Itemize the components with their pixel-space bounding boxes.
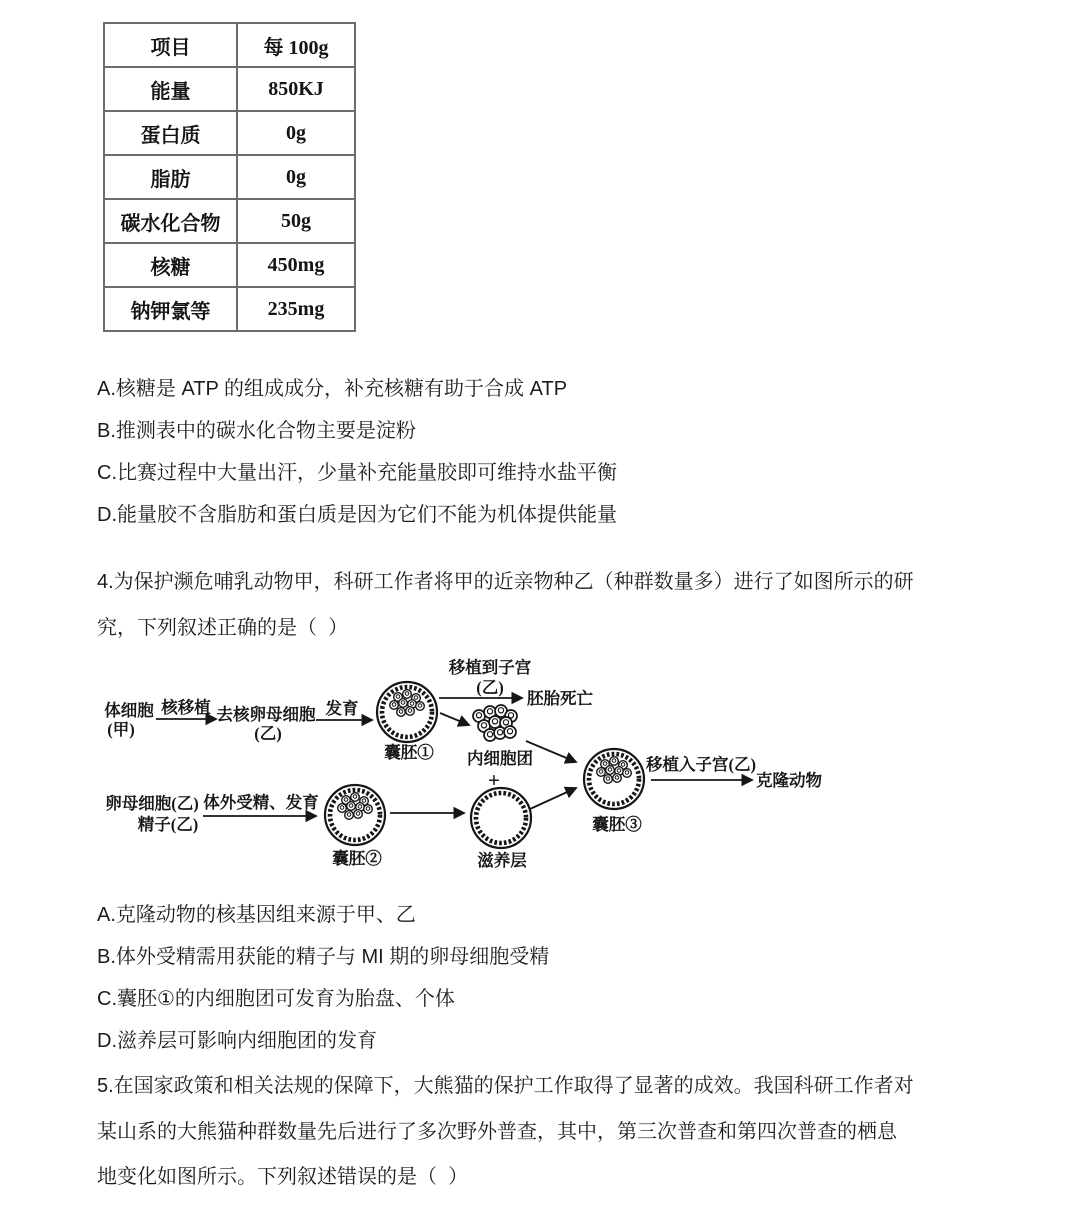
row-value: 0g: [237, 155, 355, 199]
nutrition-table: [103, 22, 356, 332]
blastocyst1-label: 囊胚①: [384, 743, 434, 762]
ivf-develop-label: 体外受精、发育: [203, 793, 319, 812]
row-value: 235mg: [237, 287, 355, 331]
blastocyst-2-figure: [325, 785, 385, 845]
header-per-100g: 每 100g: [237, 23, 355, 67]
cloned-animal-label: 克隆动物: [756, 771, 822, 790]
row-value: 50g: [237, 199, 355, 243]
develop-label: 发育: [325, 699, 359, 718]
enucleated-oocyte-label: 去核卵母细胞: [216, 705, 316, 724]
question3-options: [97, 368, 617, 536]
row-item: 蛋白质: [104, 111, 237, 155]
table-row: [104, 243, 355, 287]
plus-sign: +: [488, 768, 500, 792]
cloning-process-diagram: [90, 646, 890, 886]
stem-line: 某山系的大熊猫种群数量先后进行了多次野外普查，其中，第三次普查和第四次普查的栖息: [97, 1120, 897, 1143]
row-item: 能量: [104, 67, 237, 111]
arrow-trophoblast-to-blastocyst3: [530, 788, 576, 809]
row-item: 核糖: [104, 243, 237, 287]
row-item: 碳水化合物: [104, 199, 237, 243]
question4-options: [97, 894, 549, 1062]
somatic-cell-label: 体细胞: [104, 701, 154, 720]
blastocyst3-label: 囊胚③: [592, 815, 642, 834]
row-value: 0g: [237, 111, 355, 155]
question5-stem: [97, 1064, 914, 1201]
blastocyst2-label: 囊胚②: [332, 849, 382, 868]
option-c: C.比赛过程中大量出汗，少量补充能量胶即可维持水盐平衡: [97, 462, 617, 484]
header-item: 项目: [104, 23, 237, 67]
arrow-icm-to-blastocyst3: [526, 741, 576, 762]
option-b: B.体外受精需用获能的精子与 MI 期的卵母细胞受精: [97, 946, 550, 968]
option-d: D.能量胶不含脂肪和蛋白质是因为它们不能为机体提供能量: [97, 504, 617, 526]
transplant-to-uterus-sub-label: (乙): [476, 678, 504, 697]
table-row: [104, 111, 355, 155]
arrow-to-inner-cell-mass: [440, 713, 469, 725]
table-row: [104, 199, 355, 243]
row-item: 钠钾氯等: [104, 287, 237, 331]
option-a: A.核糖是 ATP 的组成成分，补充核糖有助于合成 ATP: [97, 378, 568, 400]
question4-stem: [97, 560, 914, 651]
transplant-to-uterus-label: 移植到子宫: [448, 658, 532, 677]
option-c: C.囊胚①的内细胞团可发育为胎盘、个体: [97, 988, 455, 1010]
sperm-label: 精子(乙): [137, 815, 199, 834]
row-value: 450mg: [237, 243, 355, 287]
stem-line: 4.为保护濒危哺乳动物甲，科研工作者将甲的近亲物种乙（种群数量多）进行了如图所示的研: [97, 571, 914, 593]
somatic-cell-sub-label: (甲): [107, 720, 135, 739]
enucleated-oocyte-sub-label: (乙): [254, 724, 282, 743]
row-value: 850KJ: [237, 67, 355, 111]
stem-line: 究，下列叙述正确的是（ ）: [97, 616, 349, 639]
inner-cell-mass-figure: [473, 705, 517, 741]
table-row: [104, 287, 355, 331]
option-d: D.滋养层可影响内细胞团的发育: [97, 1030, 377, 1052]
inner-cell-mass-label: 内细胞团: [467, 749, 533, 768]
blastocyst-1-figure: [377, 682, 437, 742]
table-header-row: [104, 23, 355, 67]
option-b: B.推测表中的碳水化合物主要是淀粉: [97, 420, 416, 442]
stem-line: 地变化如图所示。下列叙述错误的是（ ）: [97, 1166, 469, 1188]
trophoblast-label: 滋养层: [477, 851, 527, 870]
table-row: [104, 67, 355, 111]
embryo-death-label: 胚胎死亡: [527, 689, 593, 708]
table-row: [104, 155, 355, 199]
blastocyst-3-figure: [584, 749, 644, 809]
row-item: 脂肪: [104, 155, 237, 199]
oocyte-label: 卵母细胞(乙): [105, 794, 199, 813]
option-a: A.克隆动物的核基因组来源于甲、乙: [97, 904, 416, 926]
transplant-into-uterus-label: 移植入子宫(乙): [646, 755, 756, 774]
stem-line: 5.在国家政策和相关法规的保障下，大熊猫的保护工作取得了显著的成效。我国科研工作者对: [97, 1075, 914, 1097]
nuclear-transfer-label: 核移植: [161, 698, 211, 717]
trophoblast-figure: [471, 788, 531, 848]
